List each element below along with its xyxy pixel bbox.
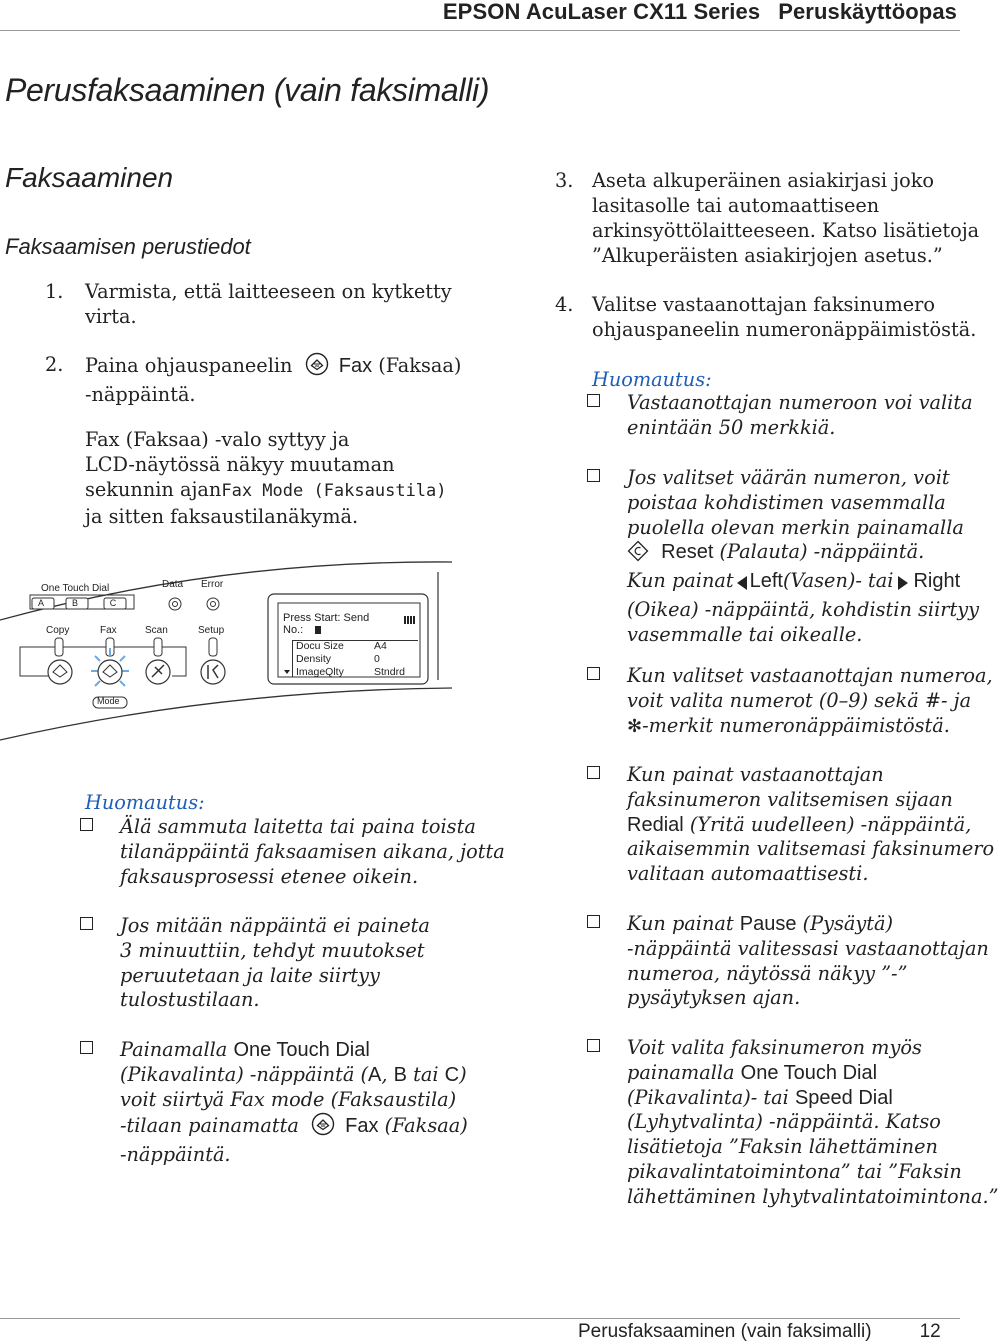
step-3 [555,168,980,268]
left-key-label: Left [749,570,783,593]
pause-key-label: Pause [739,913,797,935]
key-a: A [367,1063,382,1086]
lcd-image-quality: ImageQlty [296,666,344,678]
lcd-docu-size: Docu Size [296,640,344,652]
step-2-detail [85,427,447,529]
checkbox-bullet-icon [80,917,97,931]
paragraph-line: sekunnin ajan [85,478,222,501]
note-item [627,1036,998,1210]
note-line: (Pikavalinta) -näppäintä ( [120,1062,368,1086]
note-line: ) [459,1062,467,1086]
fax-key-icon [311,1112,335,1143]
note-line: Kun painat [627,912,734,935]
checkbox-bullet-icon [587,667,604,681]
note-line: Jos valitset väärän numeron, voit [627,466,950,489]
asterisk-key-icon: ✻ [627,715,643,737]
page-title: Perusfaksaaminen (vain faksimalli) [5,72,490,108]
speed-dial-key: Speed Dial [794,1086,893,1109]
note-line: valitaan automaattisesti. [627,862,869,886]
lcd-line-1: Press Start: Send [283,612,370,624]
note-item [120,914,430,1013]
note-line: Älä sammuta laitetta tai paina toista [120,815,476,838]
step-2 [45,352,462,407]
step-text: (Faksaa) [378,354,462,377]
note-line: Voit valita faksinumeron myös [627,1036,922,1059]
scan-mode-label: Scan [145,625,168,636]
data-light-label: Data [162,579,184,590]
checkbox-bullet-icon [587,915,604,929]
note-item [627,466,979,648]
note-line: (Yritä uudelleen) -näppäintä, [689,812,972,836]
step-1 [45,279,452,329]
paragraph-line: Fax (Faksaa) -valo syttyy ja [85,428,350,451]
lcd-image-quality-value: Stndrd [374,666,405,678]
note-line: tai [413,1062,439,1086]
step-text: ”Alkuperäisten asiakirjojen asetus.” [592,244,943,267]
step-text: ohjauspaneelin numeronäppäimistöstä. [592,318,977,341]
lcd-message: Fax Mode (Faksaustila) [221,481,447,501]
step-text: arkinsyöttölaitteeseen. Katso lisätietoja [592,219,980,242]
right-arrow-icon [897,573,909,598]
page-number: 12 [919,1321,941,1342]
one-touch-button-c: C [109,598,117,608]
note-item [627,391,973,441]
note-item [627,664,993,739]
note-item [120,1038,468,1168]
footer-section: Perusfaksaaminen (vain faksimalli) [578,1321,872,1342]
step-text: -näppäintä. [85,383,196,406]
note-line: lisätietoja ”Faksin lähettäminen [627,1135,938,1159]
step-text: virta. [85,305,137,328]
note-line: numeroa, näytössä näkyy ”-” [627,961,908,985]
note-heading: Huomautus: [592,368,712,391]
note-line: puolella olevan merkin painamalla [627,515,964,539]
step-4 [555,292,977,342]
checkbox-bullet-icon [80,1041,97,1055]
fax-key-label: Fax [345,1115,379,1138]
key-c: C [444,1063,460,1086]
note-line: enintään 50 merkkiä. [627,415,836,439]
key-b: B [393,1063,407,1086]
note-line: tulostustilaan. [120,988,260,1012]
redial-key-label: Redial [627,813,684,836]
step-number: 3. [555,169,574,192]
step-number: 4. [555,293,574,316]
note-line: (Faksaa) [384,1114,468,1138]
note-line: voit siirtyä Fax mode (Faksaustila) [120,1087,457,1111]
note-line: -merkit numeronäppäimistöstä. [642,713,950,737]
setup-label: Setup [198,625,225,636]
note-line: Kun painat vastaanottajan [627,763,884,786]
note-line: Kun valitset vastaanottajan numeroa, [627,664,993,687]
note-line: -näppäintä. [120,1143,231,1167]
one-touch-dial-key: One Touch Dial [233,1039,370,1061]
note-line: lähettäminen lyhytvalintatoimintona.” [627,1184,998,1208]
header-product: EPSON AcuLaser CX11 Series [442,0,761,24]
note-line: aikaisemmin valitsemasi faksinumero [627,837,995,861]
note-item [627,912,989,1011]
one-touch-dial-key: One Touch Dial [740,1061,878,1084]
lcd-line-2: No.: [283,624,304,636]
note-item [120,815,505,889]
note-line: painamalla [627,1060,735,1084]
note-line: (Lyhytvalinta) -näppäintä. Katso [627,1110,941,1134]
step-text: Aseta alkuperäinen asiakirjasi joko [592,169,935,192]
left-arrow-icon [736,573,748,598]
note-line: -tilaan painamatta [120,1114,299,1138]
note-line: peruutetaan ja laite siirtyy [120,963,380,987]
fax-key-label: Fax [338,355,373,377]
header-rule [0,30,960,31]
control-panel-illustration [0,560,452,752]
fax-key-icon [305,352,329,382]
note-line: pikavalintatoimintona” tai ”Faksin [627,1159,962,1183]
step-number: 2. [45,353,64,376]
running-header [443,0,957,25]
one-touch-dial-label: One Touch Dial [41,583,110,594]
right-key-label: Right [913,570,961,593]
lcd-density: Density [296,653,332,665]
checkbox-bullet-icon [587,1039,604,1053]
one-touch-button-b: B [71,598,78,608]
note-line: -näppäintä valitessasi vastaanottajan [627,936,989,960]
mode-label: Mode [97,696,120,706]
error-light-label: Error [201,579,224,590]
note-line: vasemmalle tai oikealle. [627,622,863,646]
footer-rule [0,1318,960,1319]
note-line: , [381,1062,388,1086]
note-line: Kun painat [627,569,734,593]
lcd-density-value: 0 [374,653,380,665]
checkbox-bullet-icon [587,469,604,483]
step-text: Paina ohjauspaneelin [85,354,293,377]
step-text: Valitse vastaanottajan faksinumero [592,293,935,316]
copy-mode-label: Copy [46,625,70,636]
paragraph-line: LCD-näytössä näkyy muutaman [85,453,395,476]
note-line: (Palauta) -näppäintä. [719,540,925,564]
checkbox-bullet-icon [587,766,604,780]
note-line: faksausprosessi etenee oikein. [120,864,419,888]
step-number: 1. [45,280,64,303]
checkbox-bullet-icon [587,394,604,408]
note-line: (Pikavalinta)- tai [627,1085,789,1109]
subsection-title: Faksaamisen perustiedot [5,234,251,259]
reset-key-label: Reset [661,541,714,564]
checkbox-bullet-icon [80,818,97,832]
note-line: poistaa kohdistimen vasemmalla [627,490,946,514]
note-line: (Pysäytä) [802,912,894,935]
note-line: Painamalla [120,1038,228,1061]
note-heading: Huomautus: [85,791,205,814]
section-title: Faksaaminen [5,162,174,193]
fax-mode-label: Fax [100,625,117,636]
note-item [627,763,994,887]
note-line: faksinumeron valitsemisen sijaan [627,787,953,811]
reset-key-icon [627,540,649,569]
step-text: Varmista, että laitteeseen on kytketty [85,280,452,303]
note-line: pysäytyksen ajan. [627,986,801,1010]
note-line: 3 minuuttiin, tehdyt muutokset [120,938,425,962]
one-touch-button-a: A [37,598,44,608]
note-line: tilanäppäintä faksaamisen aikana, jotta [120,839,505,863]
running-footer [578,1321,941,1343]
step-text: lasitasolle tai automaattiseen [592,194,880,217]
lcd-docu-size-value: A4 [374,640,387,652]
note-line: (Vasen)- tai [782,569,894,593]
note-line: voit valita numerot (0–9) sekä #- ja [627,688,972,712]
note-line: (Oikea) -näppäintä, kohdistin siirtyy [627,597,979,621]
header-guide: Peruskäyttöopas [778,0,957,24]
note-line: Vastaanottajan numeroon voi valita [627,391,973,414]
note-line: Jos mitään näppäintä ei paineta [120,914,430,937]
paragraph-line: ja sitten faksaustilanäkymä. [85,505,359,528]
